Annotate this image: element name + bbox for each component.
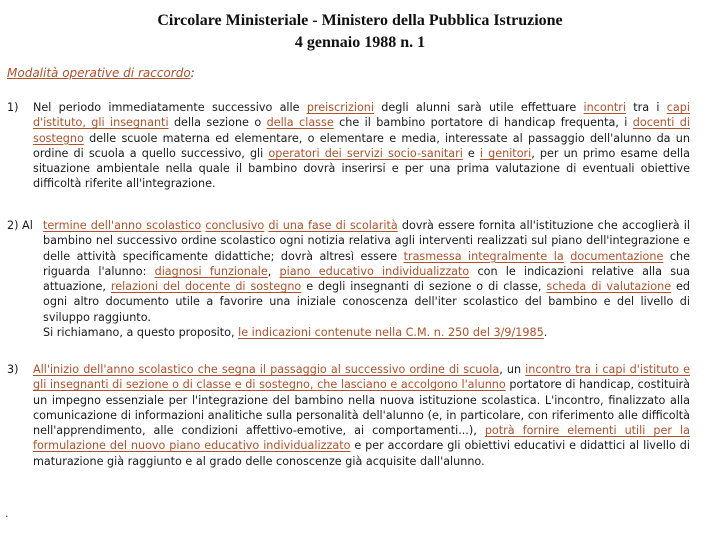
item-text [43, 218, 690, 325]
text-run: dovrà essere fornita all'istituzione che accoglierà il bambino nel successivo ordine scolastico ogni notizia relativa agli interventi realizzati sul piano dell'integrazione e delle attività specificamente didattiche; dovrà altresì essere [43, 219, 690, 263]
highlighted-link[interactable]: docenti di sostegno [33, 116, 690, 145]
text-run: tra i [625, 101, 667, 114]
text-run: e degli insegnanti di sezione o di classe, [301, 280, 547, 294]
text-run: con le indicazioni relative alla sua attuazione, [43, 264, 690, 294]
highlighted-link[interactable]: capi d'istituto, gli insegnanti [33, 101, 690, 130]
highlighted-link[interactable]: potrà fornire elementi utili per la formulazione del nuovo piano educativo individualizzato [33, 424, 691, 453]
highlighted-link[interactable]: incontri [583, 101, 626, 114]
text-run: che il bambino portatore di handicap frequenta, i [333, 116, 633, 130]
highlighted-link[interactable]: operatori dei servizi socio-sanitari [268, 146, 463, 160]
text-run: , un [499, 363, 526, 376]
highlighted-link[interactable]: trasmessa integralmente la [403, 249, 564, 263]
section-heading [7, 66, 195, 80]
text-run: portatore di handicap, costituirà un impegno essenziale per l'integrazione del bambino nella nuova istituzione scolastica. L'incontro, finalizzato alla comunicazione di informazioni analitiche sulla personalità dell'alunno (e, in particolare, con riferimento alle difficoltà nell'apprendimento, alle condizioni affettivo-emotive, ai comportamenti...), [33, 378, 691, 438]
highlighted-link[interactable]: di una fase di scolarità [268, 219, 398, 232]
item-text [33, 362, 690, 469]
section-heading-colon: : [190, 66, 195, 80]
text-run: . [543, 326, 548, 340]
text-run: della sezione o [168, 116, 267, 130]
item-note [43, 325, 690, 340]
highlighted-link[interactable]: termine dell'anno scolastico [43, 219, 202, 232]
highlighted-link[interactable]: conclusivo [205, 219, 265, 232]
list-item-3 [7, 362, 690, 469]
highlighted-link[interactable]: documentazione [570, 249, 664, 263]
text-run: delle scuole materna ed elementare, o elementare e media, interessate al passaggio dell'alunno da un ordine di scuola a quello successivo, gli [33, 131, 690, 160]
text-run: che riguarda l'alunno: [43, 249, 690, 278]
highlighted-link[interactable]: All'inizio dell'anno scolastico che segna il passaggio al successivo ordine di scuola [33, 363, 500, 376]
highlighted-link[interactable]: relazioni del docente di sostegno [110, 280, 302, 294]
list-item-2 [7, 218, 690, 340]
text-run: Nel periodo immediatamente successivo alle [33, 101, 307, 114]
text-run: , [267, 264, 280, 278]
item-text [33, 100, 690, 192]
highlighted-link[interactable]: della classe [266, 116, 334, 130]
item-number: 1) [7, 101, 19, 114]
section-heading-label: Modalità operative di raccordo [7, 66, 191, 80]
text-run: e per accordare gli obiettivi educativi e didattici al livello di maturazione già raggiunto e al grado delle conoscenze già acquisite dall'alunno. [33, 439, 691, 468]
highlighted-link[interactable]: i genitori [479, 146, 532, 160]
highlighted-link[interactable]: diagnosi funzionale [154, 264, 268, 278]
document-title [0, 10, 720, 54]
highlighted-link[interactable]: scheda di valutazione [546, 280, 672, 294]
highlighted-link[interactable]: preiscrizioni [306, 101, 374, 114]
list-item-1 [7, 100, 690, 192]
text-run: , per un primo esame della situazione ambientale nella quale il bambino dovrà inserirsi e per una prima valutazione di eventuali obiettive difficoltà riferite all'integrazione. [33, 146, 690, 191]
item-number: 2) Al [7, 219, 33, 232]
text-run: Si richiamano, a questo proposito, [43, 326, 239, 340]
text-run: ed ogni altro documento utile a favorire una iniziale conoscenza dell'iter scolastico del bambino e del livello di sviluppo raggiunto. [43, 280, 690, 324]
title-line-1: Circolare Ministeriale - Ministero della Pubblica Istruzione [157, 12, 563, 29]
text-run: degli alunni sarà utile effettuare [374, 101, 584, 114]
item-number: 3) [7, 363, 19, 376]
footer-mark: . [5, 507, 9, 520]
highlighted-link[interactable]: incontro tra i capi d'istituto e gli insegnanti di sezione o di classe e di sostegno, che lasciano e accolgono l'alunno [33, 363, 690, 392]
text-run: e [462, 146, 480, 160]
highlighted-link[interactable]: le indicazioni contenute nella C.M. n. 250 del 3/9/1985 [238, 326, 544, 340]
highlighted-link[interactable]: piano educativo individualizzato [279, 264, 470, 278]
title-line-2: 4 gennaio 1988 n. 1 [294, 34, 426, 51]
